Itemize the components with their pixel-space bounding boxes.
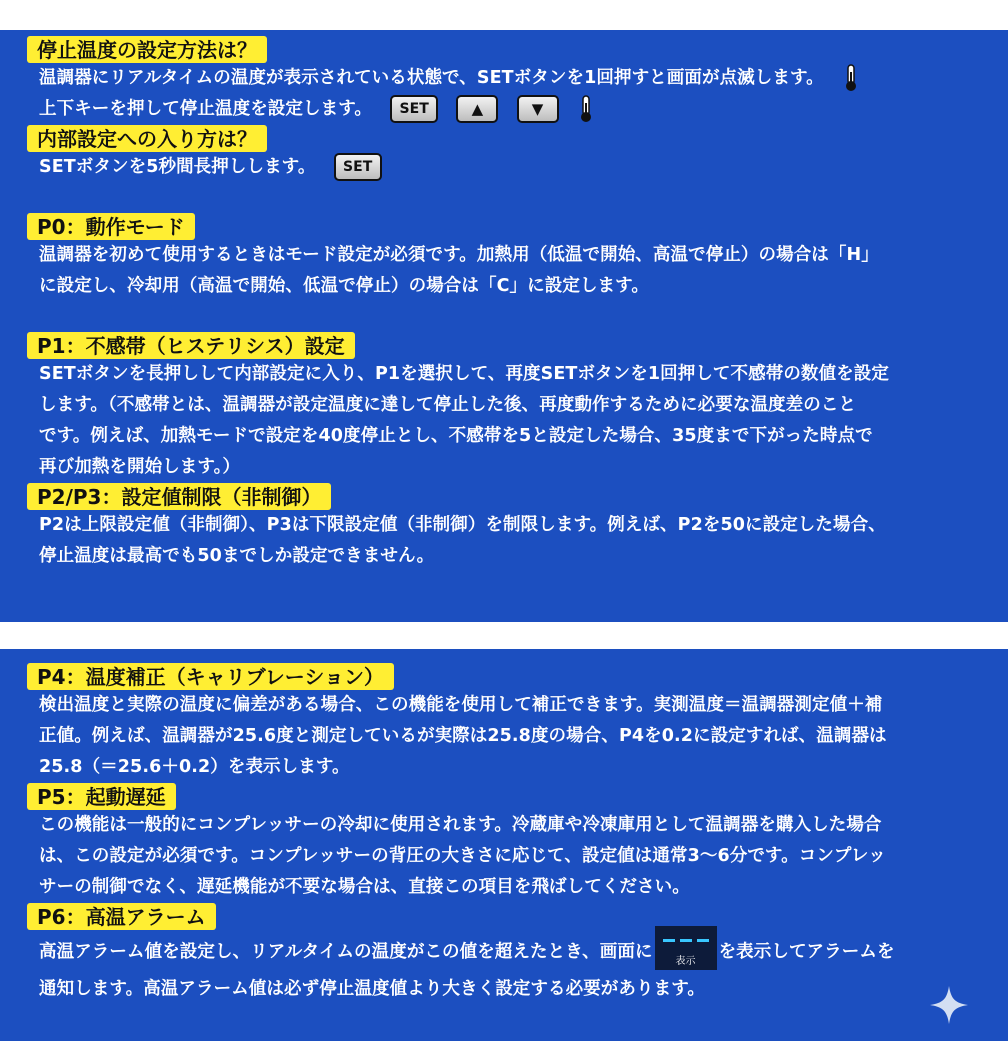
set-key-icon: SET: [334, 153, 382, 181]
top-panel: [0, 30, 1008, 622]
section-p5-body: [39, 810, 990, 903]
sparkle-icon: [928, 984, 970, 1026]
section-p6-body: [39, 930, 990, 1005]
p1-line2: します。（不感帯とは、温調器が設定温度に達して停止した後、再度動作するために必要な温度差のこと: [39, 395, 857, 415]
heading-p5: P5：起動遅延: [27, 783, 176, 810]
p23-line2: 停止温度は最高でも50までしか設定できません。: [39, 546, 435, 566]
section-internal-settings-body: [39, 152, 990, 183]
section-p2-p3-body: [39, 510, 990, 572]
heading-p0: P0：動作モード: [27, 213, 195, 240]
bottom-panel: [0, 649, 1008, 1041]
section-p1-body: [39, 359, 990, 483]
p6-line2: 通知します。高温アラーム値は必ず停止温度値より大きく設定する必要があります。: [39, 979, 705, 999]
p0-line1: 温調器を初めて使用するときはモード設定が必須です。加熱用（低温で開始、高温で停止）の場合は「H」: [39, 245, 879, 265]
p4-line3: 25.8（＝25.6＋0.2）を表示します。: [39, 757, 350, 777]
internal-settings-line1: SETボタンを5秒間長押しします。: [39, 157, 316, 177]
heading-p2-p3: P2/P3：設定値制限（非制御）: [27, 483, 331, 510]
heading-p6: P6：高温アラーム: [27, 903, 216, 930]
heading-p1: P1：不感帯（ヒステリシス）設定: [27, 332, 355, 359]
section-stop-temp-body: [39, 63, 990, 125]
thermometer-icon: [579, 95, 593, 123]
set-key-icon: SET: [390, 95, 438, 123]
section-p4-body: [39, 690, 990, 783]
alarm-display-icon: [655, 926, 717, 970]
p6-line1a: 高温アラーム値を設定し、リアルタイムの温度がこの値を超えたとき、画面に: [39, 942, 653, 962]
p6-line1b: を表示してアラームを: [718, 942, 895, 962]
p5-line3: サーの制御でなく、遅延機能が不要な場合は、直接この項目を飛ばしてください。: [39, 877, 690, 897]
up-arrow-key-icon: ▲: [456, 95, 498, 123]
p1-line1: SETボタンを長押しして内部設定に入り、P1を選択して、再度SETボタンを1回押して不感帯の数値を設定: [39, 364, 889, 384]
down-arrow-key-icon: ▼: [517, 95, 559, 123]
display-caption: 表示: [675, 956, 696, 967]
section-p0-body: [39, 240, 990, 302]
p1-line3: です。例えば、加熱モードで設定を40度停止とし、不感帯を5と設定した場合、35度まで下がった時点で: [39, 426, 873, 446]
p5-line1: この機能は一般的にコンプレッサーの冷却に使用されます。冷蔵庫や冷凍庫用として温調器を購入した場合: [39, 815, 882, 835]
p1-line4: 再び加熱を開始します。）: [39, 457, 241, 477]
stop-temp-line1: 温調器にリアルタイムの温度が表示されている状態で、SETボタンを1回押すと画面が点滅します。: [39, 68, 824, 88]
p5-line2: は、この設定が必須です。コンプレッサーの背圧の大きさに応じて、設定値は通常3～6分です。コンプレッ: [39, 846, 886, 866]
p23-line1: P2は上限設定値（非制御）、P3は下限設定値（非制御）を制限します。例えば、P2を50に設定した場合、: [39, 515, 886, 535]
heading-p4: P4：温度補正（キャリブレーション）: [27, 663, 394, 690]
p4-line1: 検出温度と実際の温度に偏差がある場合、この機能を使用して補正できます。実測温度＝温調器測定値＋補: [39, 695, 883, 715]
stop-temp-line2: 上下キーを押して停止温度を設定します。: [39, 99, 372, 119]
heading-stop-temp: 停止温度の設定方法は？: [27, 36, 267, 63]
p0-line2: に設定し、冷却用（高温で開始、低温で停止）の場合は「C」に設定します。: [39, 276, 649, 296]
p4-line2: 正値。例えば、温調器が25.6度と測定しているが実際は25.8度の場合、P4を0.2に設定すれば、温調器は: [39, 726, 887, 746]
heading-internal-settings: 内部設定への入り方は？: [27, 125, 267, 152]
thermometer-icon: [844, 64, 858, 92]
